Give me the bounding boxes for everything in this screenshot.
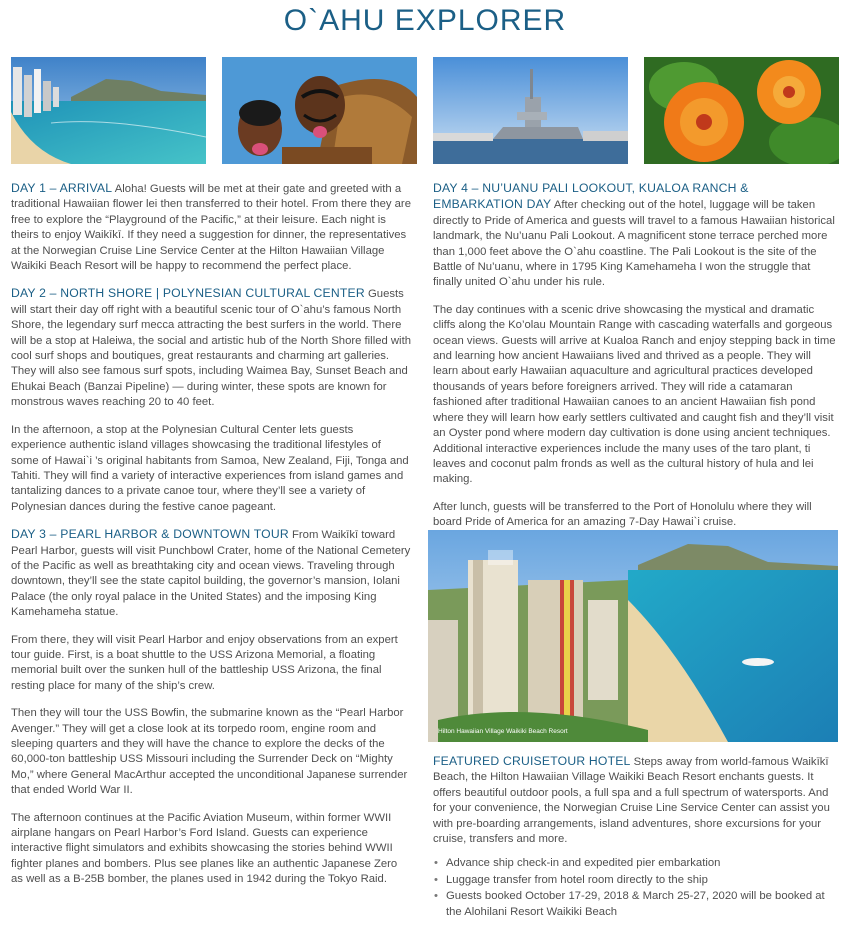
day1-paragraph: DAY 1 – ARRIVAL Aloha! Guests will be met at their gate and greeted with a traditional Hawaiian flower lei then transferred to their hotel. From there they are free to explore the “Playground of the Pacific,” at their leisure. Each night is theirs to enjoy Waikīkī. If they need a suggestion for dinner, the representatives at the Norwegian Cruise Line Service Center at the Hilton Hawaiian Village Waikiki Beach Resort will be happy to recommend the perfect place. [11,181,411,273]
day3-paragraph: DAY 3 – PEARL HARBOR & DOWNTOWN TOUR From Waikīkī toward Pearl Harbor, guests will visit Punchbowl Crater, home of the National Cemetery of the Pacific as well as breathtaking city and ocean views. Traveling through downtown, they’ll see the state capitol building, the governor’s mansion, Iolani Palace (the only royal palace in the United States) and the imposing King Kamehameha statue. [11,527,411,619]
day4-paragraph: DAY 4 – NU’UANU PALI LOOKOUT, KUALOA RANCH & EMBARKATION DAY After checking out of the hotel, luggage will be taken directly to Pride of America and guests will travel to a famous Hawaiian historical landmark, the Nu’uanu Pali Lookout. A magnificent stone terrace perched more than 1,000 feet above the O`ahu coastline. The Pali Lookout is the site of the Battle of Nu’uanu, where in 1795 King Kamehameha I won the struggle that finally united O`ahu under his rule. [433,181,835,289]
uss-missouri-photo [433,57,628,164]
hotel-bullet-list [433,856,838,920]
day4-heading: DAY 4 – NU’UANU PALI LOOKOUT, KUALOA RANCH & EMBARKATION DAY [433,181,749,212]
list-item: • Advance ship check-in and expedited pier embarkation [433,856,838,871]
right-column [433,181,838,543]
polynesian-performers-photo [222,57,417,164]
day2-heading: DAY 2 – NORTH SHORE | POLYNESIAN CULTURAL CENTER [11,286,365,301]
hotel-section [433,754,838,921]
pearl-harbor-paragraph: From there, they will visit Pearl Harbor and enjoy observations from an expert tour guide. First, is a boat shuttle to the USS Arizona Memorial, a floating memorial built over the sunken hull of the battleship USS Arizona, the final resting place for many of the ship’s crew. [11,633,398,692]
day2-afternoon-paragraph: In the afternoon, a stop at the Polynesian Cultural Center lets guests experience authentic island villages showcasing the traditional lifestyles of some of Hawai`i ’s original habitants from Samoa, New Zealand, Fiji, Tonga and Tahiti. They will find a variety of interactive experiences from island games and tantalizing dances to a private canoe tour, where they’ll see a variety of Polynesian dances during the festive canoe pageant. [11,423,409,513]
waikiki-beach-photo [11,57,206,164]
day3-heading: DAY 3 – PEARL HARBOR & DOWNTOWN TOUR [11,527,289,542]
left-column [11,181,411,900]
hilton-hawaiian-village-photo [428,530,838,742]
page-title: O`AHU EXPLORER [283,4,567,37]
hotel-paragraph: FEATURED CRUISETOUR HOTEL Steps away from world-famous Waikīkī Beach, the Hilton Hawaiian Village Waikiki Beach Resort enchants guests. It offers beautiful outdoor pools, a full spa and a full spectrum of watersports. And for your convenience, the Norwegian Cruise Line Service Center can assist you with pre-boarding arrangements, island adventures, shore excursions for your cruise, transfers and more. [433,754,830,846]
hotel-heading: FEATURED CRUISETOUR HOTEL [433,754,631,768]
hibiscus-flower-photo [644,57,839,164]
kualoa-ranch-paragraph: The day continues with a scenic drive showcasing the mystical and dramatic cliffs along the Ko’olau Mountain Range with cascading waterfalls and gorgeous ocean views. Guests will arrive at Kualoa Ranch and enjoy stepping back in time and learning how ancient Hawaiians lived and thrived as a people. They will learn about early Hawaiian aquaculture and agricultural practices developed thousands of years before foreigners arrived. They will ride a catamaran fashioned after traditional Hawaiian canoes to an ancient Hawaiian fish pond where they will learn how early settlers cultivated and caught fish and they’ll visit an Oyster pond where modern day cultivation is done using ancient techniques. Additional interactive experiences include the many uses of the taro plant, ti leaves and coconut palm fronds as well as the cultural history of hula and lei making. [433,303,836,486]
photo-caption: Hilton Hawaiian Village Waikiki Beach Resort [438,728,568,735]
day1-heading: DAY 1 – ARRIVAL [11,181,113,195]
embarkation-paragraph: After lunch, guests will be transferred to the Port of Honolulu where they will board Pride of America for an amazing 7-Day Hawai`i cruise. [433,500,812,529]
day2-paragraph: DAY 2 – NORTH SHORE | POLYNESIAN CULTURAL CENTER Guests will start their day off right with a beautiful scenic tour of O`ahu’s famous North Shore, the legendary surf mecca attracting the best surfers in the world. There will be a stop at Haleiwa, the social and artistic hub of the North Shore filled with cool surf shops and boutiques, great restaurants and charming art galleries. They will also see famous surf spots, including Waimea Bay, Sunset Beach and Ehukai Beach (Banzai Pipeline) — during winter, these spots are known for monstrous waves reaching 20 to 40 feet. [11,286,411,409]
aviation-museum-paragraph: The afternoon continues at the Pacific Aviation Museum, within former WWII airplane hangars on Pearl Harbor’s Ford Island. Guests can experience interactive flight simulators and exhibits showcasing the stories behind WWII fighter planes and bombers. Plus see planes like an authentic Japanese Zero as well as a B-25B bomber, the planes used in 1942 during the Tokyo Raid. [11,811,398,886]
uss-bowfin-paragraph: Then they will tour the USS Bowfin, the submarine known as the “Pearl Harbor Avenger.” They will get a close look at its torpedo room, engine room and sleeping quarters and they will have the chance to explore the decks of the 60,000-ton battleship USS Missouri including the Surrender Deck on “Mighty Mo,” where General MacArthur accepted the unconditional Japanese surrender that ended World War II. [11,707,408,797]
list-item: • Luggage transfer from hotel room directly to the ship [433,873,838,888]
list-item: • Guests booked October 17-29, 2018 & March 25-27, 2020 will be booked at the Alohilani Resort Waikiki Beach [433,889,838,920]
